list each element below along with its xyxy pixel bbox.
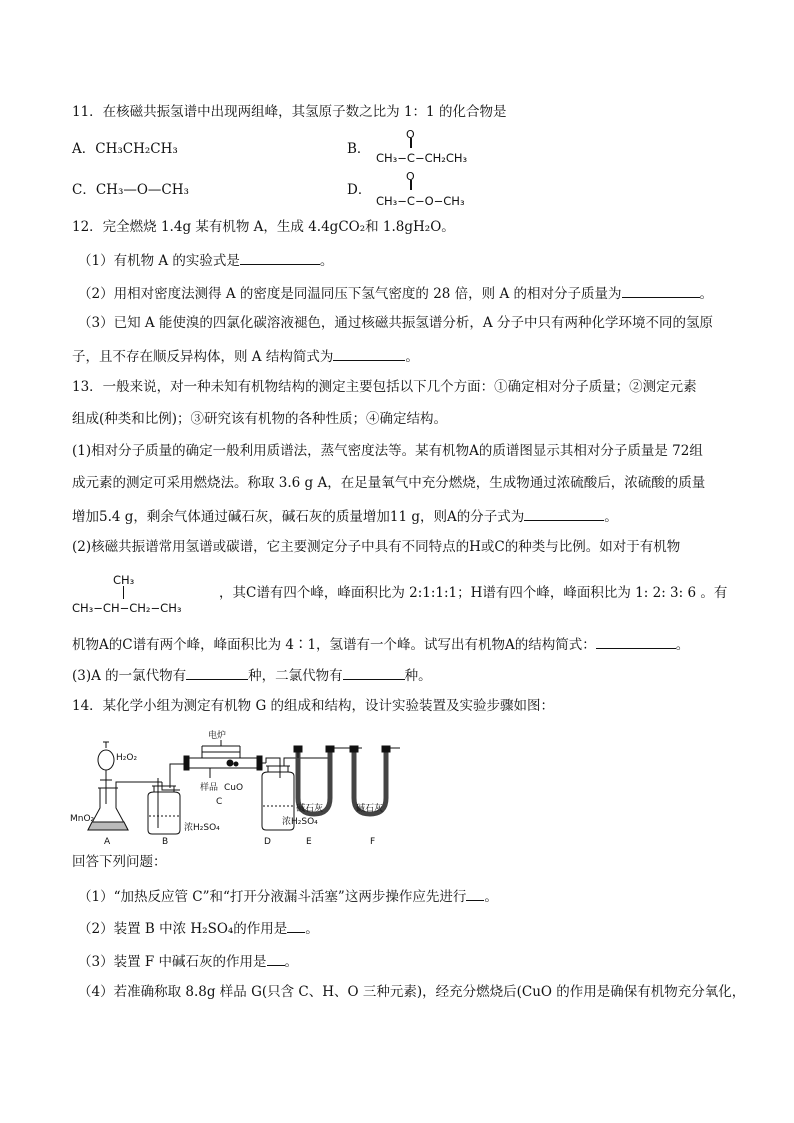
q14-stem: 14．某化学小组为测定有机物 G 的组成和结构，设计实验装置及实验步骤如图： [72, 698, 555, 714]
q11-option-c [72, 181, 189, 199]
label-conc-h2so4-b: 浓H₂SO₄ [184, 823, 220, 833]
q14-part3-end: 。 [284, 954, 299, 970]
label-h2o2: H₂O₂ [116, 753, 138, 763]
q12-part1-blank[interactable] [240, 250, 320, 265]
q13-part2-line1: (2)核磁共振谱常用氢谱或碳谱，它主要测定分子中具有不同特点的H或C的种类与比例。如对于有机物 [72, 539, 681, 555]
label-conc-h2so4-d: 浓H₂SO₄ [282, 817, 318, 827]
q11-option-b-formula: CH₃−C−CH₂CH₃ [376, 151, 468, 165]
q11-option-a [72, 140, 178, 158]
q14-part2 [78, 918, 319, 938]
q13-part3-text-a: (3)A 的一氯代物有 [72, 668, 187, 684]
q11-option-d-label: D． [347, 182, 372, 198]
q14-part2-blank[interactable] [287, 918, 305, 933]
q12-part1-text: （1）有机物 A 的实验式是 [78, 253, 240, 269]
q12-part2-text: （2）用相对密度法测得 A 的密度是同温同压下氢气密度的 28 倍，则 A 的相对分子质量为 [78, 286, 622, 302]
q13-part3-text-b: 种，二氯代物有 [248, 668, 343, 684]
q11-option-b [347, 140, 370, 158]
q14-part3-blank[interactable] [267, 951, 285, 966]
q13-part3-blank-2[interactable] [343, 665, 405, 680]
q11-option-d-carbonyl-o: O [406, 170, 415, 183]
label-c: C [216, 797, 223, 807]
label-mno2: MnO₂ [70, 814, 95, 824]
label-b: B [162, 837, 169, 847]
q13-part2-end: 。 [675, 637, 690, 653]
q11-stem: 11．在核磁共振氢谱中出现两组峰，其氢原子数之比为 1：1 的化合物是 [72, 104, 507, 120]
q14-part2-end: 。 [305, 921, 319, 937]
q12-part3-end: 。 [405, 349, 419, 365]
q12-part2 [78, 283, 713, 303]
q14-apparatus-diagram [70, 718, 410, 850]
q13-part2-line2: ，其C谱有四个峰，峰面积比为 2:1:1:1；H谱有四个峰，峰面积比为 1: 2: 3: 6 。有 [219, 585, 728, 601]
q13-part3 [72, 665, 432, 685]
q13-structure-branch-bond [123, 586, 124, 599]
q12-part2-blank[interactable] [622, 283, 700, 298]
q14-part1-end: 。 [484, 889, 498, 905]
q12-part1 [78, 250, 333, 270]
label-sample: 样品 [200, 783, 219, 793]
q11-option-c-label: C． [72, 182, 96, 198]
q14-part1 [78, 886, 498, 906]
q12-stem: 12．完全燃烧 1.4g 某有机物 A，生成 4.4gCO₂和 1.8gH₂O。 [72, 219, 455, 235]
q11-option-c-formula: CH₃—O—CH₃ [95, 182, 189, 198]
label-f: F [370, 837, 376, 847]
q14-part2-text: （2）装置 B 中浓 H₂SO₄的作用是 [78, 921, 288, 937]
q12-part3-line1: （3）已知 A 能使溴的四氯化碳溶液褪色，通过核磁共振氢谱分析，A 分子中只有两种化学环境不同的氢原 [78, 315, 713, 331]
q11-option-b-carbonyl-o: O [406, 128, 415, 141]
q13-structure-main-chain: CH₃−CH−CH₂−CH₃ [72, 601, 182, 615]
q11-option-b-double-bond [410, 138, 413, 148]
q14-part3-text: （3）装置 F 中碱石灰的作用是 [78, 954, 267, 970]
q12-part3-line2 [72, 346, 419, 366]
q13-part1-line2: 成元素的测定可采用燃烧法。称取 3.6 g A，在足量氧气中充分燃烧，生成物通过浓硫酸后，浓硫酸的质量 [72, 475, 706, 491]
q12-part3-blank[interactable] [333, 346, 405, 361]
q13-part3-blank-1[interactable] [186, 665, 248, 680]
q13-stem-line2: 组成(种类和比例)；③研究该有机物的各种性质；④确定结构。 [72, 411, 448, 427]
q11-option-d-formula: CH₃−C−O−CH₃ [376, 194, 465, 208]
q11-option-d-double-bond [410, 180, 413, 190]
q13-part1-blank[interactable] [524, 506, 604, 521]
q13-part1-end: 。 [604, 509, 618, 525]
q11-option-a-formula: CH₃CH₂CH₃ [95, 141, 178, 157]
q13-part2-blank[interactable] [596, 634, 676, 649]
apparatus-b-bottle [148, 764, 188, 834]
label-d: D [264, 837, 271, 847]
q11-option-d [347, 181, 371, 199]
q12-part1-end: 。 [319, 253, 334, 269]
label-cuo: CuO [224, 783, 244, 793]
q14-part1-text: （1）“加热反应管 C”和“打开分液漏斗活塞”这两步操作应先进行 [78, 889, 467, 905]
q14-part4: （4）若准确称取 8.8g 样品 G(只含 C、H、O 三种元素)，经充分燃烧后(CuO 的作用是确保有机物充分氧化， [78, 984, 746, 1000]
q13-part1-line3 [72, 506, 618, 526]
q12-part3-text: 子，且不存在顺反异构体，则 A 结构简式为 [72, 349, 334, 365]
q14-part1-blank[interactable] [466, 886, 484, 901]
q13-part1-line1: (1)相对分子质量的确定一般利用质谱法，蒸气密度法等。某有机物A的质谱图显示其相对分子质量是 72组 [72, 443, 703, 459]
q13-part2-line3 [72, 634, 689, 654]
q13-stem-line1: 13．一般来说，对一种未知有机物结构的测定主要包括以下几个方面：①确定相对分子质量；②测定元素 [72, 379, 697, 395]
label-a: A [104, 837, 111, 847]
label-soda-lime-e: 碱石灰 [296, 804, 324, 814]
label-soda-lime-f: 碱石灰 [356, 804, 384, 814]
q12-part2-end: 。 [699, 286, 714, 302]
q13-structure-branch-ch3: CH₃ [113, 573, 135, 587]
label-e: E [306, 837, 312, 847]
q11-option-b-label: B． [347, 141, 371, 157]
q14-answer-intro: 回答下列问题： [72, 854, 167, 870]
q13-part2-text: 机物A的C谱有两个峰，峰面积比为 4∶1，氢谱有一个峰。试写出有机物A的结构简式： [72, 637, 596, 653]
label-furnace: 电炉 [208, 731, 227, 741]
q11-option-a-label: A． [72, 141, 96, 157]
q13-part3-end: 种。 [404, 668, 432, 684]
q13-part1-text: 增加5.4 g，剩余气体通过碱石灰，碱石灰的质量增加11 g，则A的分子式为 [72, 509, 525, 525]
q14-part3 [78, 951, 298, 971]
